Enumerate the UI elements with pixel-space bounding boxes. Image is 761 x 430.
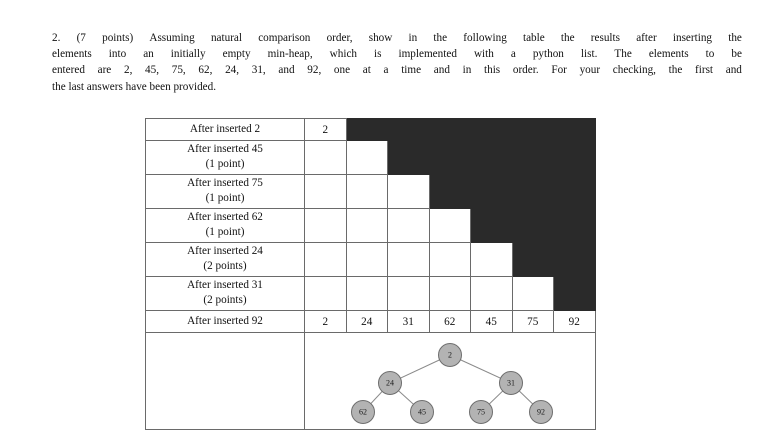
table-row [146,209,596,243]
question-line-3: entered are 2, 45, 75, 62, 24, 31, and 92, one at a time and in this order. For your checking, the first and [52,64,742,77]
heap-slot-cell[interactable] [346,277,388,311]
heap-slot-disabled [429,175,471,209]
heap-slot-disabled [554,277,596,311]
question-line-2: elements into an initially empty min-heap, which is implemented with a python list. The elements to be [52,48,742,61]
heap-slot-cell[interactable] [346,141,388,175]
tree-node-label: 24 [386,378,394,388]
row-label-primary: After inserted 45 [187,143,263,156]
tree-node-75 [470,401,493,424]
heap-slot-disabled [388,119,430,141]
row-label-cell [146,175,305,209]
table-row [146,243,596,277]
heap-slot-disabled [512,209,554,243]
heap-slot-cell[interactable]: 75 [512,311,554,333]
tree-node-62 [352,401,375,424]
heap-tree-row [146,333,596,430]
row-label-cell [146,209,305,243]
row-label-primary: After inserted 2 [189,122,261,135]
heap-slot-disabled [346,119,388,141]
heap-slot-cell[interactable] [388,175,430,209]
heap-slot-cell[interactable] [388,243,430,277]
row-label-points: (1 point) [205,192,245,204]
tree-node-label: 92 [537,407,545,417]
heap-slot-disabled [512,119,554,141]
heap-slot-disabled [512,175,554,209]
heap-slot-cell[interactable]: 2 [305,119,347,141]
tree-node-label: 2 [448,350,452,360]
heap-slot-disabled [471,141,513,175]
heap-slot-cell[interactable]: 62 [429,311,471,333]
heap-slot-cell[interactable] [388,277,430,311]
tree-node-2 [439,344,462,367]
heap-slot-disabled [512,243,554,277]
heap-slot-disabled [554,209,596,243]
heap-slot-disabled [471,175,513,209]
tree-node-label: 62 [359,407,367,417]
row-label-cell [146,119,305,141]
heap-slot-disabled [429,119,471,141]
heap-tree-cell [305,333,596,430]
row-label-cell [146,141,305,175]
heap-slot-disabled [554,141,596,175]
min-heap-tree-diagram [305,333,589,429]
heap-slot-cell[interactable] [305,277,347,311]
heap-slot-cell[interactable] [305,243,347,277]
heap-slot-cell[interactable]: 24 [346,311,388,333]
table-row [146,311,596,333]
table-row [146,119,596,141]
row-label-cell [146,243,305,277]
heap-slot-cell[interactable]: 31 [388,311,430,333]
row-label-points: (1 point) [205,226,245,238]
row-label-points: (2 points) [203,260,247,272]
tree-node-24 [379,372,402,395]
heap-slot-cell[interactable]: 2 [305,311,347,333]
tree-node-45 [411,401,434,424]
heap-slot-disabled [471,119,513,141]
table-row [146,277,596,311]
heap-slot-cell[interactable] [346,243,388,277]
question-text-block [52,30,742,95]
heap-slot-cell[interactable] [305,141,347,175]
table-row [146,141,596,175]
heap-slot-cell[interactable] [346,175,388,209]
heap-slot-disabled [471,209,513,243]
tree-node-label: 45 [418,407,426,417]
heap-slot-disabled [388,141,430,175]
heap-slot-cell[interactable] [471,277,513,311]
tree-node-31 [500,372,523,395]
heap-slot-cell[interactable] [305,175,347,209]
tree-row-blank-label [146,333,305,430]
row-label-cell [146,311,305,333]
heap-slot-cell[interactable] [512,277,554,311]
heap-slot-cell[interactable]: 92 [554,311,596,333]
question-line-4: the last answers have been provided. [52,80,217,93]
row-label-primary: After inserted 31 [187,279,263,292]
heap-slot-cell[interactable]: 45 [471,311,513,333]
table-row [146,175,596,209]
heap-slot-disabled [429,141,471,175]
heap-slot-disabled [554,119,596,141]
question-line-1: 2. (7 points) Assuming natural comparison order, show in the following table the results after inserting the [52,32,742,44]
row-label-primary: After inserted 62 [187,211,263,224]
row-label-primary: After inserted 92 [187,314,263,327]
row-label-cell [146,277,305,311]
heap-slot-disabled [554,175,596,209]
tree-node-label: 75 [477,407,485,417]
heap-slot-disabled [512,141,554,175]
heap-table-body [146,119,596,430]
row-label-points: (2 points) [203,294,247,306]
tree-node-label: 31 [507,378,515,388]
heap-slot-cell[interactable] [429,209,471,243]
heap-slot-cell[interactable] [388,209,430,243]
heap-slot-cell[interactable] [471,243,513,277]
heap-slot-cell[interactable] [429,243,471,277]
tree-node-92 [530,401,553,424]
heap-insertion-table [145,118,596,430]
heap-slot-cell[interactable] [305,209,347,243]
heap-slot-cell[interactable] [346,209,388,243]
heap-slot-disabled [554,243,596,277]
row-label-points: (1 point) [205,158,245,170]
heap-slot-cell[interactable] [429,277,471,311]
row-label-primary: After inserted 24 [187,245,263,258]
tree-canvas [305,333,595,429]
row-label-primary: After inserted 75 [187,177,263,190]
